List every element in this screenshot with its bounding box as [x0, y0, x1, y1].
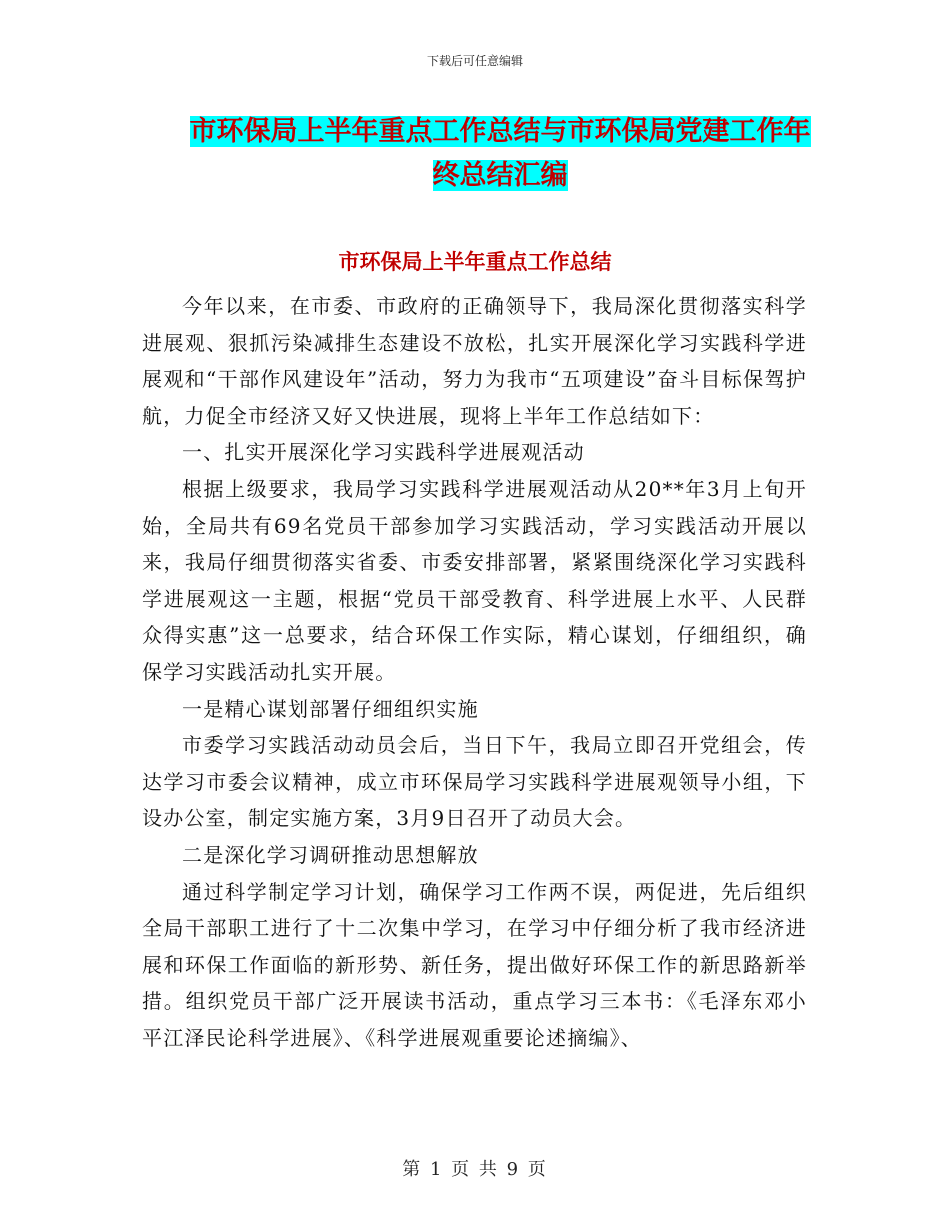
- paragraph: 市委学习实践活动动员会后，当日下午，我局立即召开党组会，传达学习市委会议精神，成立市环保局学习实践科学进展观领导小组，下设办公室，制定实施方案，3月9日召开了动员大会。: [142, 733, 807, 831]
- page-number: 第 1 页 共 9 页: [402, 1159, 548, 1180]
- document-title-line2: 终总结汇编: [432, 160, 568, 191]
- document-body: [142, 288, 807, 1056]
- paragraph-heading: 一、扎实开展深化学习实践科学进展观活动: [182, 440, 585, 465]
- page-header-note: 下载后可任意编辑: [426, 54, 523, 68]
- document-title: [150, 110, 850, 198]
- paragraph-heading: 一是精心谋划部署仔细组织实施: [182, 696, 479, 721]
- paragraph: 今年以来，在市委、市政府的正确领导下，我局深化贯彻落实科学进展观、狠抓污染减排生态建设不放松，扎实开展深化学习实践科学进展观和“干部作风建设年”活动，努力为我市“五项建设”奋斗目标保驾护航，力促全市经济又好又快进展，现将上半年工作总结如下：: [142, 294, 807, 428]
- paragraph: 根据上级要求，我局学习实践科学进展观活动从20**年3月上旬开始，全局共有69名党员干部参加学习实践活动，学习实践活动开展以来，我局仔细贯彻落实省委、市委安排部署，紧紧围绕深化学习实践科学进展观这一主题，根据“党员干部受教育、科学进展上水平、人民群众得实惠”这一总要求，结合环保工作实际，精心谋划，仔细组织，确保学习实践活动扎实开展。: [142, 476, 807, 684]
- paragraph-heading: 二是深化学习调研推动思想解放: [182, 842, 479, 867]
- document-title-line1: 市环保局上半年重点工作总结与市环保局党建工作年: [189, 116, 811, 147]
- paragraph: 通过科学制定学习计划，确保学习工作两不误，两促进，先后组织全局干部职工进行了十二次集中学习，在学习中仔细分析了我市经济进展和环保工作面临的新形势、新任务，提出做好环保工作的新思路新举措。组织党员干部广泛开展读书活动，重点学习三本书：《毛泽东邓小平江泽民论科学进展》、《科学进展观重要论述摘编》、: [142, 879, 807, 1050]
- section-title: 市环保局上半年重点工作总结: [338, 250, 612, 274]
